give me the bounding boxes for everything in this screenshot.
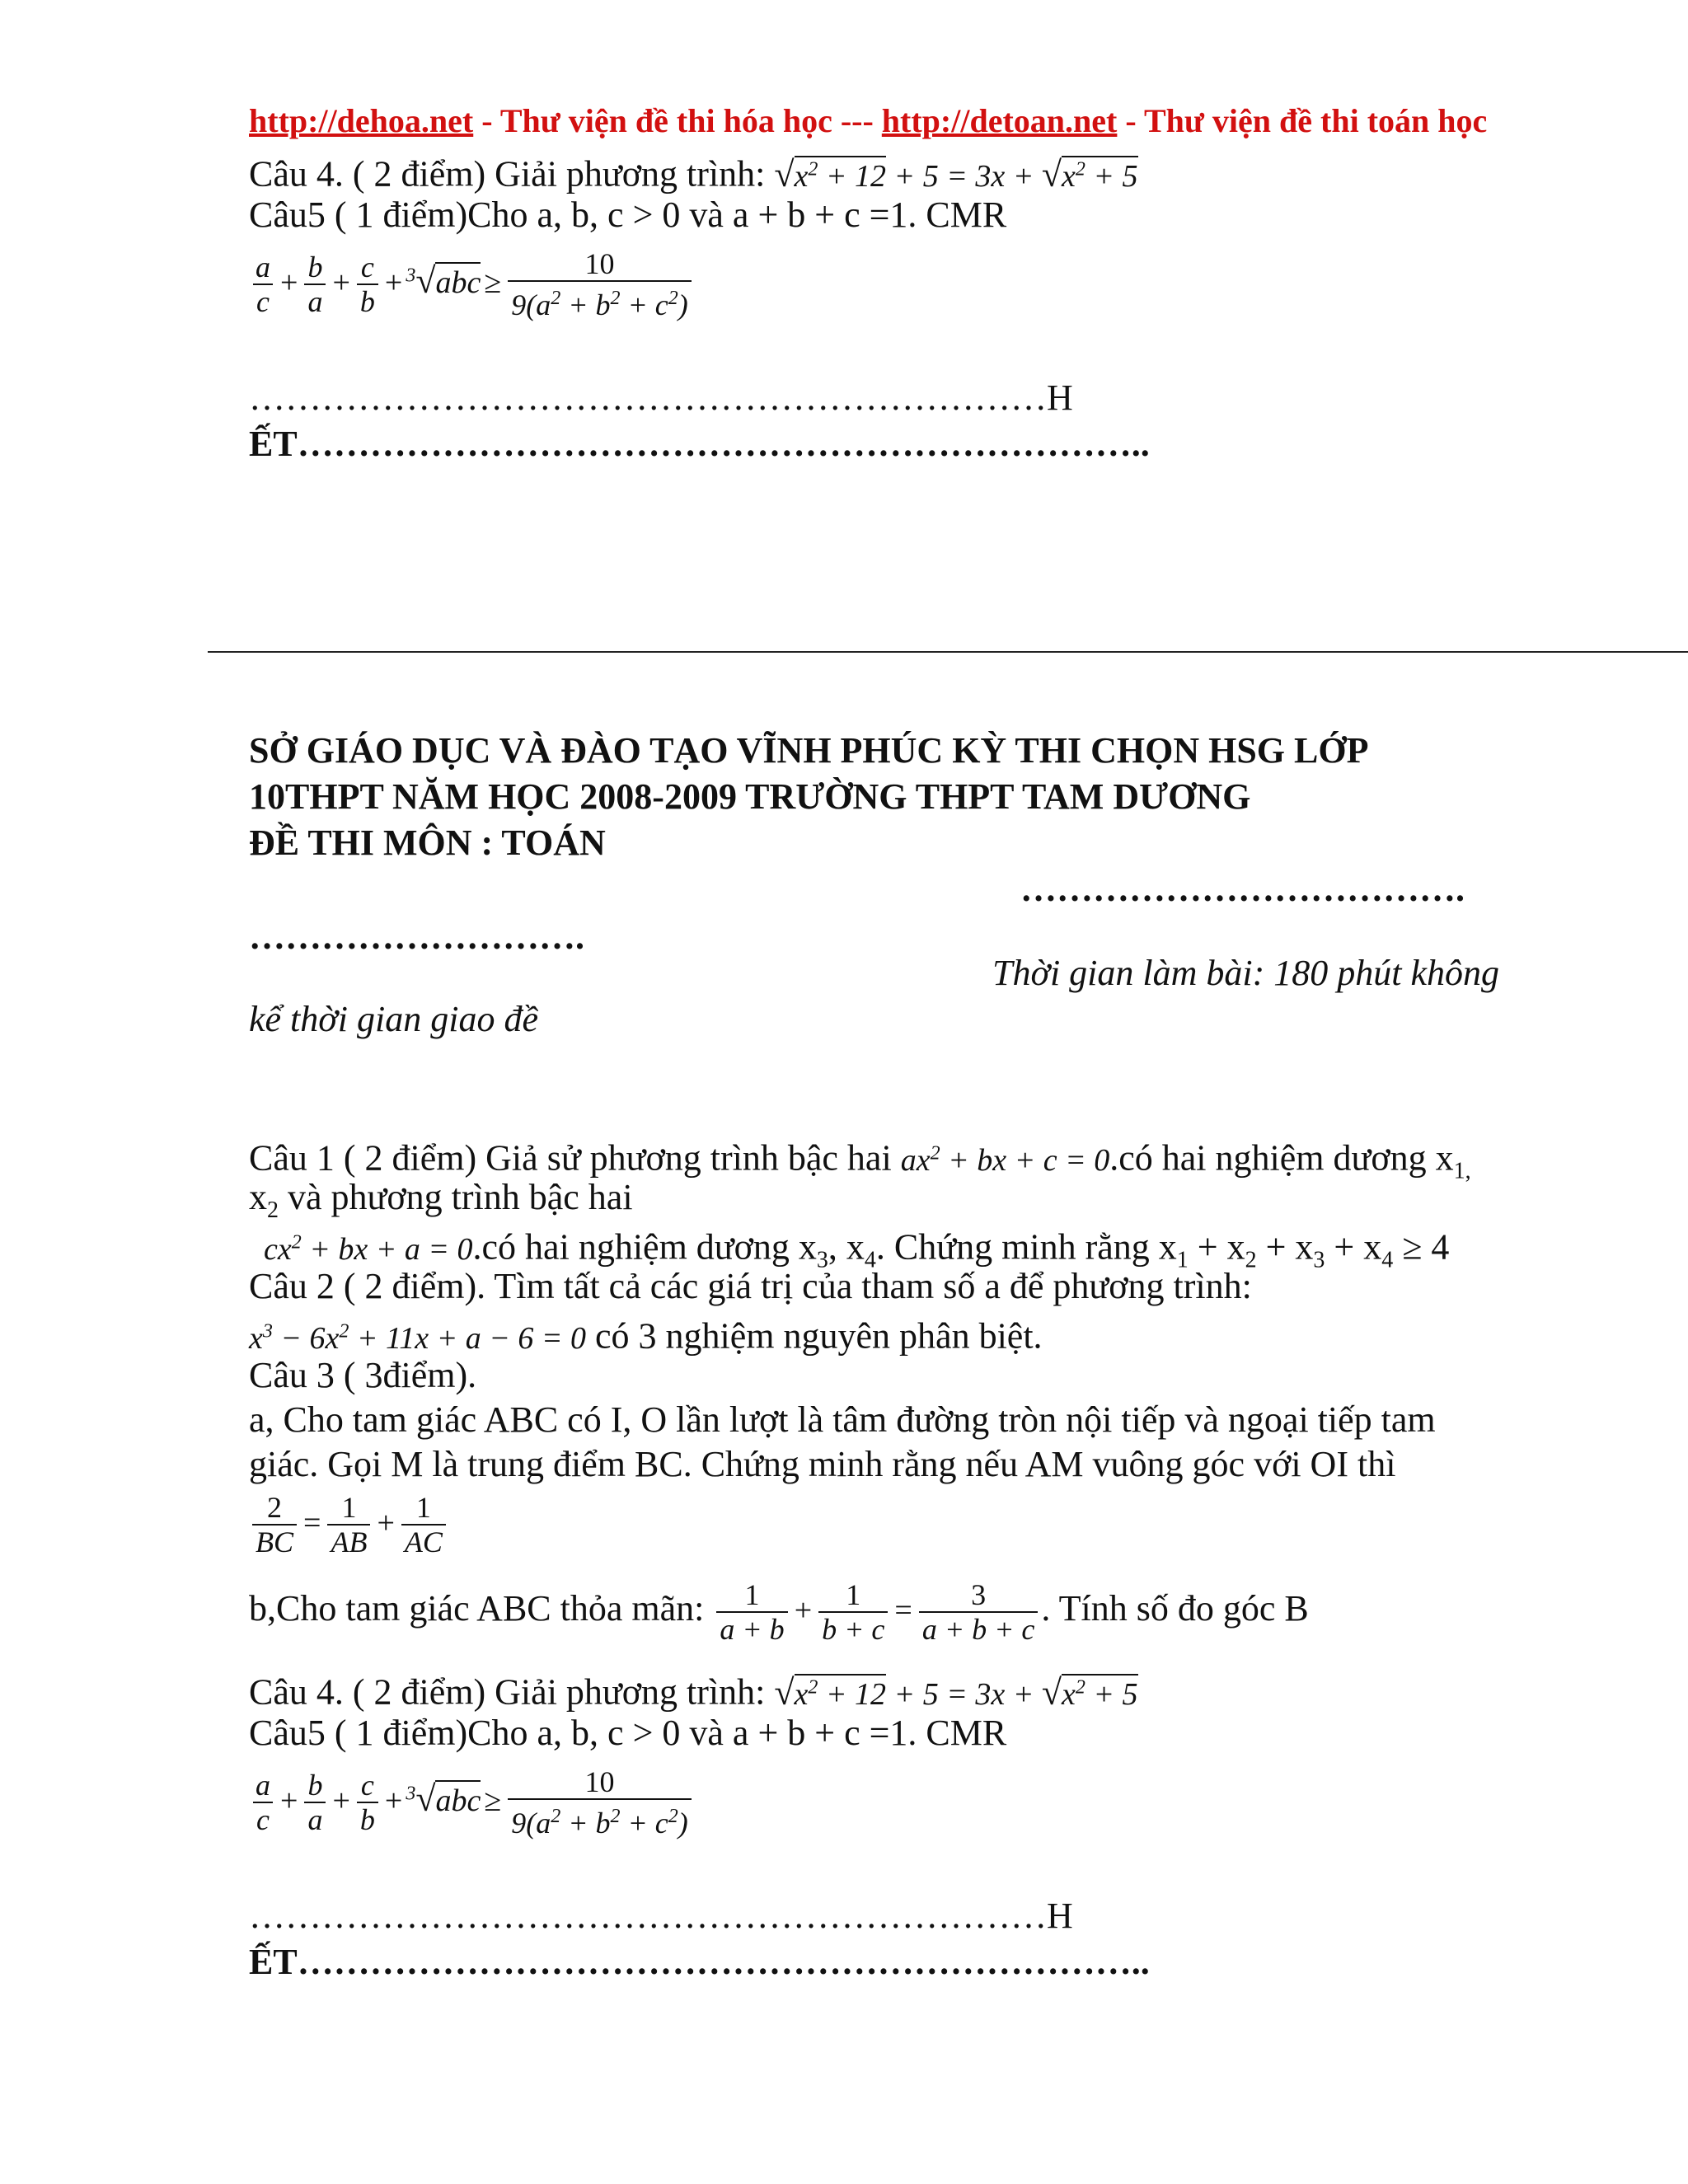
cau3-b-line: b,Cho tam giác ABC thỏa mãn: $\frac{1}{a + b}$ + $\frac{1}{b + c}$ = $\frac{3}{a + b + c}$ . Tính số đo góc B (249, 1577, 1309, 1646)
cau3-label: Câu 3 ( 3điểm). (249, 1355, 477, 1395)
link-dehoa[interactable]: http://dehoa.net (249, 102, 474, 139)
cau1-line1: Câu 1 ( 2 điểm) Giả sử phương trình bậc hai $ax^2$ + bx + c = 0.có hai nghiệm dương $x_{1,}$ (249, 1137, 1471, 1184)
het-1: …………………………………………………………H (249, 1896, 1073, 1936)
exam-title-1: SỞ GIÁO DỤC VÀ ĐÀO TẠO VĨNH PHÚC KỲ THI CHỌN HSG LỚP (249, 730, 1369, 771)
top-cau4 (249, 147, 1138, 199)
top-cau5: Câu5 ( 1 điểm)Cho a, b, c > 0 và a + b + c =1. CMR (249, 194, 1007, 235)
top-het-1: …………………………………………………………H (249, 377, 1073, 418)
top-cau4-label: Câu 4. ( 2 điểm) Giải phương trình: (249, 153, 766, 194)
link-detoan[interactable]: http://detoan.net (881, 102, 1118, 139)
exam-title-3: ĐỀ THI MÔN : TOÁN (249, 823, 606, 863)
cau2-line1: Câu 2 ( 2 điểm). Tìm tất cả các giá trị của tham số a để phương trình: (249, 1266, 1252, 1306)
cau1-line2: $x_2$ và phương trình bậc hai (249, 1177, 633, 1223)
cau3-a-line2: giác. Gọi M là trung điểm BC. Chứng minh rằng nếu AM vuông góc với OI thì (249, 1444, 1396, 1484)
time-line-1: Thời gian làm bài: 180 phút không (992, 953, 1500, 993)
header-text-2: - Thư viện đề thi toán học (1117, 102, 1488, 139)
cau4: Câu 4. ( 2 điểm) Giải phương trình: $√x^2 + 12 + 5 = 3x + √x^2 + 5$ (249, 1671, 1138, 1713)
top-cau5-inequality: $\frac{a}{c}$ + $\frac{b}{a}$ + $\frac{c}{b}$ + $^3$√abc ≥ $\frac{10}{9(a^2 + b^2 + c^2)}$ (249, 239, 695, 321)
het-2: ẾT…………………………………………………………….. (249, 1942, 1150, 1982)
cau1-line3: $cx^2$ + bx + a = 0.có hai nghiệm dương $x_3$, $x_4$. Chứng minh rằng $x_1 + x_2 + x_3 + x_4 \ge 4$ (264, 1226, 1450, 1273)
header-sep: --- (832, 102, 882, 139)
cau3-a-line1: a, Cho tam giác ABC có I, O lần lượt là tâm đường tròn nội tiếp và ngoại tiếp tam (249, 1399, 1436, 1440)
exam-title-2: 10THPT NĂM HỌC 2008-2009 TRƯỜNG THPT TAM DƯƠNG (249, 776, 1251, 817)
page-header (249, 99, 1487, 143)
cau3-a-formula: $\frac{2}{BC}$ = $\frac{1}{AB}$ + $\frac{1}{AC}$ (249, 1485, 449, 1559)
dots-left: ………………………. (249, 916, 584, 957)
cau2-line2: $x^3 - 6x^2 + 11x + a - 6 = 0$ có 3 nghiệm nguyên phân biệt. (249, 1315, 1043, 1357)
time-line-2: kể thời gian giao đề (249, 999, 538, 1039)
section-divider (208, 651, 1688, 653)
cau5: Câu5 ( 1 điểm)Cho a, b, c > 0 và a + b + c =1. CMR (249, 1713, 1007, 1753)
cau5-inequality: $\frac{a}{c}$ + $\frac{b}{a}$ + $\frac{c}{b}$ + $^3$√abc ≥ $\frac{10}{9(a^2 + b^2 + c^2)}$ (249, 1757, 695, 1840)
top-het-2: ẾT…………………………………………………………….. (249, 424, 1150, 464)
cau4-equation: $√x^2 + 12 + 5 = 3x + √x^2 + 5$ (774, 1671, 1138, 1713)
top-cau4-equation: $√x^2 + 12 + 5 = 3x + √x^2 + 5$ (774, 153, 1138, 194)
dots-right: ………………………………. (1020, 869, 1465, 909)
header-text-1: - Thư viện đề thi hóa học (473, 102, 832, 139)
